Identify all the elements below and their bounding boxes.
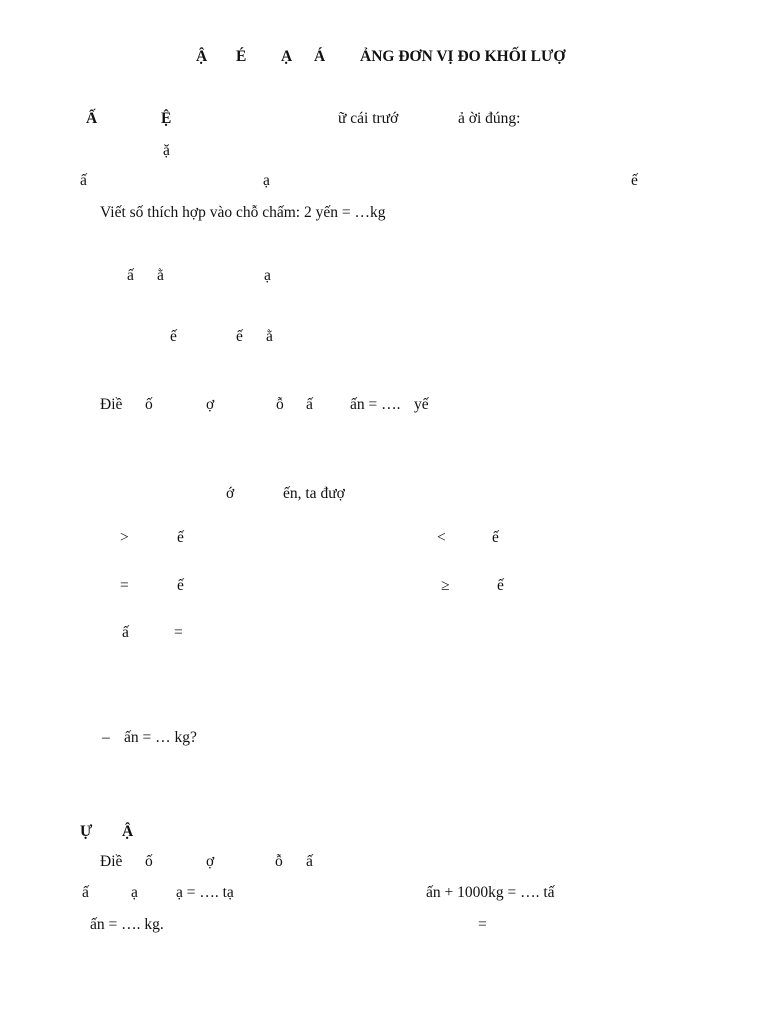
question-fragment: ỗ xyxy=(276,396,284,413)
option-c-text: ế xyxy=(177,577,184,594)
section1-heading-fragment: Ệ xyxy=(161,110,172,127)
section2-fragment: ấ xyxy=(82,884,89,901)
text-fragment: ạ xyxy=(264,267,271,284)
option-a-text: ế xyxy=(177,529,184,546)
section2-heading-fragment: Ự xyxy=(80,823,93,840)
question-fragment: ớ xyxy=(226,485,235,502)
section1-subline: ặ xyxy=(163,142,170,159)
option-c-symbol: = xyxy=(120,577,129,594)
text-fragment: ế xyxy=(236,328,243,345)
question-fragment: ố xyxy=(145,396,153,413)
title-fragment: É xyxy=(236,48,247,65)
option-a-symbol: > xyxy=(120,529,129,546)
section2-fragment: ạ xyxy=(131,884,138,901)
title-fragment: Ạ xyxy=(281,48,293,65)
text-fragment: ạ xyxy=(263,172,270,189)
text-fragment: ằ xyxy=(157,267,164,284)
section2-fragment: Điề xyxy=(100,853,123,870)
section2-heading-fragment: Ậ xyxy=(122,823,134,840)
text-fragment: ế xyxy=(631,172,638,189)
text-fragment: ấ xyxy=(80,172,87,189)
title-fragment: ẢNG ĐƠN VỊ ĐO KHỐI LƯỢ xyxy=(360,48,566,65)
section2-fragment: = xyxy=(478,916,487,933)
section1-instruction: ữ cái trướ xyxy=(338,110,399,127)
question-fragment: Điề xyxy=(100,396,123,413)
question-fragment: ến, ta đượ xyxy=(283,485,345,502)
text-fragment: ằ xyxy=(266,328,273,345)
section2-fragment: ạ = …. tạ xyxy=(176,884,234,901)
question-fragment: ấ xyxy=(306,396,313,413)
section1-heading-fragment: Ấ xyxy=(86,110,98,127)
title-fragment: Á xyxy=(314,48,326,65)
question-dash: – xyxy=(102,729,110,746)
question-fragment: yế xyxy=(414,396,429,413)
section2-fragment: ấ xyxy=(306,853,313,870)
section2-fragment: ấn = …. kg. xyxy=(90,916,164,933)
section2-fragment: ỗ xyxy=(275,853,283,870)
question-fragment: ợ xyxy=(206,396,215,413)
text-fragment: = xyxy=(174,624,183,641)
title-fragment: Ậ xyxy=(196,48,208,65)
option-d-text: ế xyxy=(497,577,504,594)
option-b-symbol: < xyxy=(437,529,446,546)
option-b-text: ế xyxy=(492,529,499,546)
question-6: ấn = … kg? xyxy=(124,729,197,746)
question-fragment: ấn = …. xyxy=(350,396,401,413)
option-d-symbol: ≥ xyxy=(441,577,450,594)
text-fragment: ấ xyxy=(122,624,129,641)
section2-fragment: ợ xyxy=(206,853,215,870)
section2-fragment: ố xyxy=(145,853,153,870)
question-1: Viết số thích hợp vào chỗ chấm: 2 yến = …kg xyxy=(100,204,386,221)
section2-fragment: ấn + 1000kg = …. tấ xyxy=(426,884,555,901)
section1-instruction: ả ời đúng: xyxy=(458,110,521,127)
text-fragment: ấ xyxy=(127,267,134,284)
text-fragment: ế xyxy=(170,328,177,345)
